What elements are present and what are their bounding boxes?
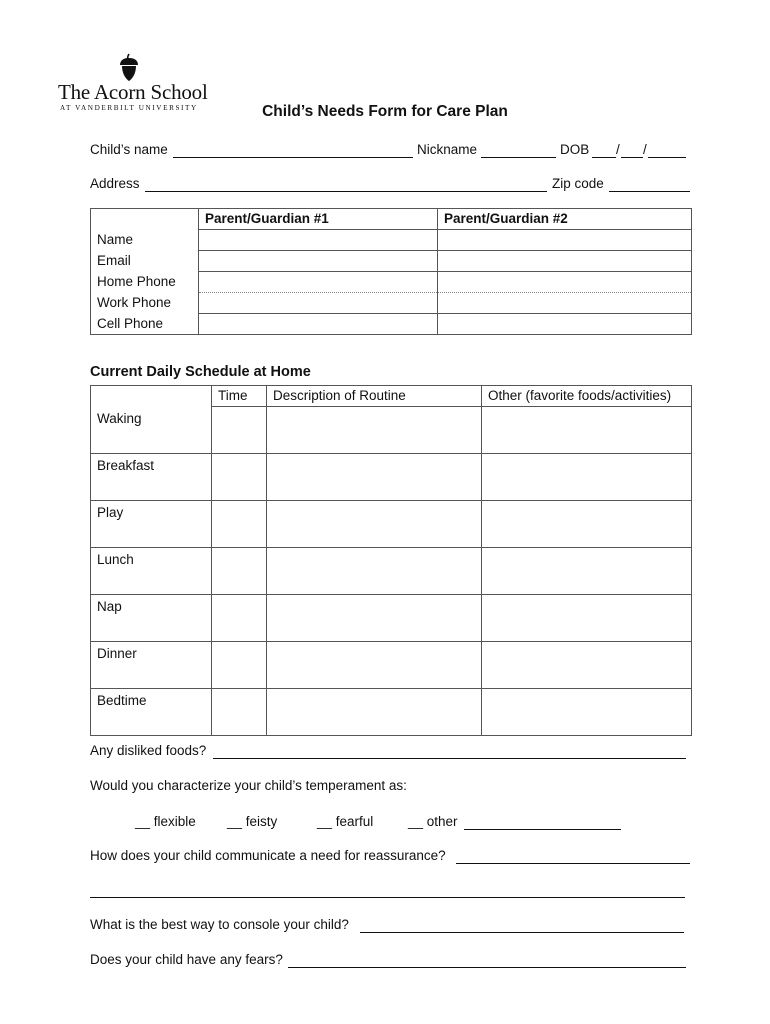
console-field[interactable] xyxy=(360,932,684,933)
table-header-row xyxy=(91,209,692,230)
address-field[interactable] xyxy=(145,191,547,192)
other-cell[interactable] xyxy=(482,501,692,548)
table-header-row xyxy=(91,386,692,407)
guardian2-header: Parent/Guardian #2 xyxy=(438,209,692,230)
other-temperament-field[interactable] xyxy=(464,829,621,830)
schedule-table xyxy=(90,385,692,736)
table-row xyxy=(91,314,692,335)
reassurance-field[interactable] xyxy=(456,863,690,864)
time-cell[interactable] xyxy=(212,548,267,595)
description-cell[interactable] xyxy=(267,501,482,548)
table-row xyxy=(91,689,692,736)
option-feisty[interactable]: __ feisty xyxy=(227,814,278,829)
description-cell[interactable] xyxy=(267,548,482,595)
time-cell[interactable] xyxy=(212,407,267,454)
schedule-label-waking: Waking xyxy=(91,407,212,454)
dob-year-field[interactable] xyxy=(648,157,686,158)
fears-question: Does your child have any fears? xyxy=(90,952,283,967)
guardian2-email-cell[interactable] xyxy=(438,251,692,272)
option-flexible[interactable]: __ flexible xyxy=(135,814,196,829)
table-row xyxy=(91,454,692,501)
schedule-label-lunch: Lunch xyxy=(91,548,212,595)
schedule-title: Current Daily Schedule at Home xyxy=(90,364,311,380)
schedule-label-breakfast: Breakfast xyxy=(91,454,212,501)
description-cell[interactable] xyxy=(267,454,482,501)
guardian1-work-phone-cell[interactable] xyxy=(199,293,438,314)
child-name-label: Child’s name xyxy=(90,142,168,157)
zip-field[interactable] xyxy=(609,191,690,192)
time-cell[interactable] xyxy=(212,642,267,689)
logo-subtitle: AT VANDERBILT UNIVERSITY xyxy=(60,104,198,112)
table-row xyxy=(91,230,692,251)
table-row xyxy=(91,501,692,548)
table-row xyxy=(91,293,692,314)
description-header: Description of Routine xyxy=(267,386,482,407)
logo-name: The Acorn School xyxy=(58,80,208,104)
disliked-foods-field[interactable] xyxy=(213,758,686,759)
row-label-name: Name xyxy=(91,230,199,251)
row-label-email: Email xyxy=(91,251,199,272)
reassurance-question: How does your child communicate a need for reassurance? xyxy=(90,848,446,863)
dob-month-field[interactable] xyxy=(592,157,616,158)
guardian-table xyxy=(90,208,692,335)
table-row xyxy=(91,595,692,642)
description-cell[interactable] xyxy=(267,642,482,689)
disliked-foods-label: Any disliked foods? xyxy=(90,743,207,758)
page-title: Child’s Needs Form for Care Plan xyxy=(262,103,508,120)
description-cell[interactable] xyxy=(267,407,482,454)
nickname-label: Nickname xyxy=(417,142,478,157)
option-fearful[interactable]: __ fearful xyxy=(317,814,374,829)
fears-field[interactable] xyxy=(288,967,686,968)
guardian1-header: Parent/Guardian #1 xyxy=(199,209,438,230)
other-cell[interactable] xyxy=(482,642,692,689)
console-question: What is the best way to console your child? xyxy=(90,917,349,932)
guardian2-cell-phone-cell[interactable] xyxy=(438,314,692,335)
dob-day-field[interactable] xyxy=(621,157,643,158)
schedule-label-nap: Nap xyxy=(91,595,212,642)
time-cell[interactable] xyxy=(212,454,267,501)
other-cell[interactable] xyxy=(482,454,692,501)
description-cell[interactable] xyxy=(267,689,482,736)
dob-separator: / xyxy=(643,142,647,157)
child-name-field[interactable] xyxy=(173,157,413,158)
schedule-corner xyxy=(91,386,212,407)
option-other[interactable]: __ other xyxy=(408,814,458,829)
guardian1-home-phone-cell[interactable] xyxy=(199,272,438,293)
temperament-question: Would you characterize your child’s temperament as: xyxy=(90,778,407,793)
dob-separator: / xyxy=(616,142,620,157)
guardian2-home-phone-cell[interactable] xyxy=(438,272,692,293)
guardian1-cell-phone-cell[interactable] xyxy=(199,314,438,335)
table-row xyxy=(91,407,692,454)
time-cell[interactable] xyxy=(212,501,267,548)
table-row xyxy=(91,251,692,272)
table-row xyxy=(91,642,692,689)
row-label-home-phone: Home Phone xyxy=(91,272,199,293)
other-cell[interactable] xyxy=(482,407,692,454)
row-label-work-phone: Work Phone xyxy=(91,293,199,314)
other-cell[interactable] xyxy=(482,595,692,642)
schedule-label-dinner: Dinner xyxy=(91,642,212,689)
table-corner xyxy=(91,209,199,230)
acorn-icon xyxy=(118,52,140,82)
reassurance-field-continued[interactable] xyxy=(90,897,685,898)
description-cell[interactable] xyxy=(267,595,482,642)
time-cell[interactable] xyxy=(212,689,267,736)
other-cell[interactable] xyxy=(482,548,692,595)
nickname-field[interactable] xyxy=(481,157,556,158)
guardian1-name-cell[interactable] xyxy=(199,230,438,251)
dob-label: DOB xyxy=(560,142,590,157)
table-row xyxy=(91,272,692,293)
zip-label: Zip code xyxy=(552,176,604,191)
other-header: Other (favorite foods/activities) xyxy=(482,386,692,407)
guardian2-work-phone-cell[interactable] xyxy=(438,293,692,314)
address-label: Address xyxy=(90,176,140,191)
time-header: Time xyxy=(212,386,267,407)
other-cell[interactable] xyxy=(482,689,692,736)
schedule-label-play: Play xyxy=(91,501,212,548)
schedule-label-bedtime: Bedtime xyxy=(91,689,212,736)
guardian1-email-cell[interactable] xyxy=(199,251,438,272)
table-row xyxy=(91,548,692,595)
guardian2-name-cell[interactable] xyxy=(438,230,692,251)
row-label-cell-phone: Cell Phone xyxy=(91,314,199,335)
time-cell[interactable] xyxy=(212,595,267,642)
